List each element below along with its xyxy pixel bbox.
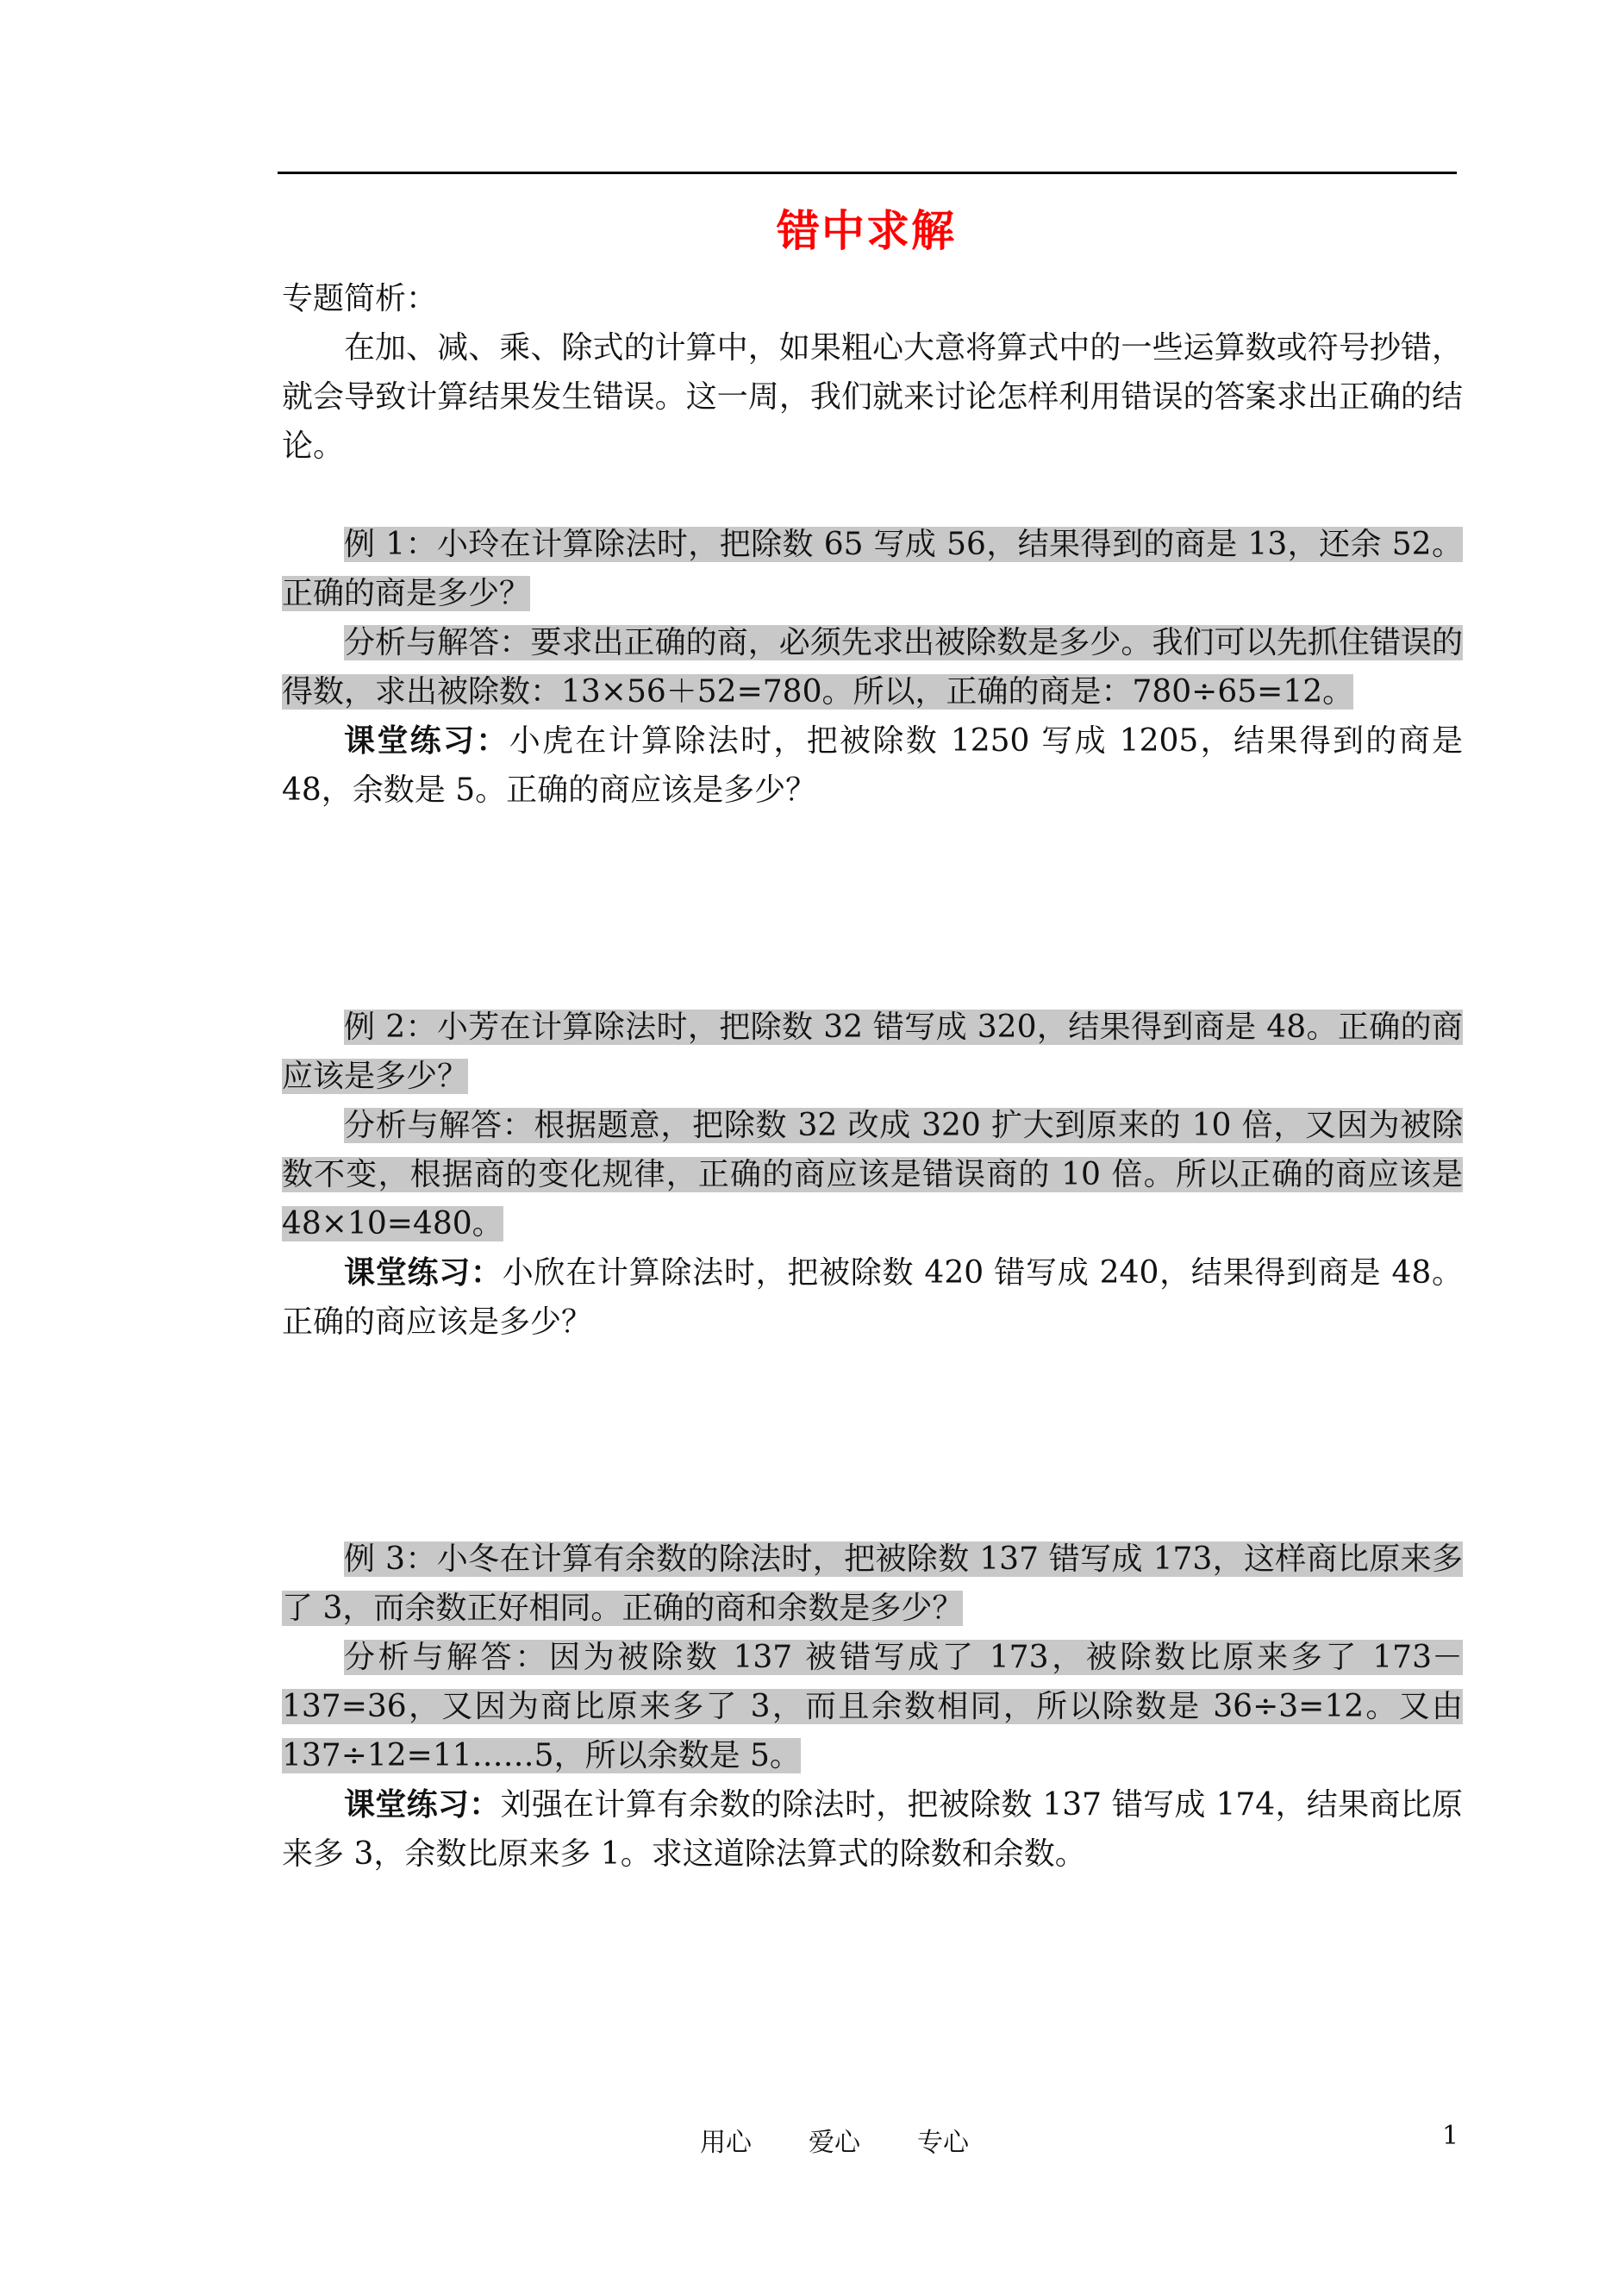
practice-label: 课堂练习： xyxy=(344,1254,503,1291)
page-footer xyxy=(0,2121,1624,2158)
example-1-practice-text: 小虎在计算除法时，把被除数 1250 写成 1205，结果得到的商是 48，余数是 5。正确的商应该是多少？ xyxy=(282,723,1463,808)
example-3-analysis-text: 分析与解答：因为被除数 137 被错写成了 173，被除数比原来多了 173－137=36，又因为商比原来多了 3，而且余数相同，所以除数是 36÷3=12。又由 137÷12=11……5，所以余数是 5。 xyxy=(282,1640,1463,1773)
example-3-practice-text: 刘强在计算有余数的除法时，把被除数 137 错写成 174，结果商比原来多 3，余数比原来多 1。求这道除法算式的除数和余数。 xyxy=(282,1787,1463,1872)
example-2-practice xyxy=(282,1248,1463,1347)
page-number: 1 xyxy=(1442,2121,1459,2151)
example-1-question-text: 例 1：小玲在计算除法时，把除数 65 写成 56，结果得到的商是 13，还余 52。正确的商是多少？ xyxy=(282,527,1463,611)
example-1-practice xyxy=(282,716,1463,815)
intro-paragraph: 在加、减、乘、除式的计算中，如果粗心大意将算式中的一些运算数或符号抄错，就会导致计算结果发生错误。这一周，我们就来讨论怎样利用错误的答案求出正确的结论。 xyxy=(282,330,1463,464)
example-3-question xyxy=(282,1535,1463,1633)
example-2-question-text: 例 2：小芳在计算除法时，把除数 32 错写成 320，结果得到商是 48。正确的商应该是多少？ xyxy=(282,1010,1463,1094)
example-1-analysis xyxy=(282,618,1463,716)
practice-label: 课堂练习： xyxy=(344,722,509,759)
footer-slogan-item: 用心 xyxy=(700,2128,752,2158)
example-2-analysis-text: 分析与解答：根据题意，把除数 32 改成 320 扩大到原来的 10 倍，又因为被除数不变，根据商的变化规律，正确的商应该是错误商的 10 倍。所以正确的商应该是 48×10=480。 xyxy=(282,1108,1463,1241)
intro-heading: 专题简析： xyxy=(282,281,438,316)
example-3-practice xyxy=(282,1780,1463,1879)
example-1-question xyxy=(282,520,1463,618)
example-2-question xyxy=(282,1003,1463,1101)
footer-slogan-item: 专心 xyxy=(917,2128,969,2158)
example-3-analysis xyxy=(282,1633,1463,1780)
document-body xyxy=(282,274,1463,1879)
document-title: 错中求解 xyxy=(777,205,956,256)
example-2-analysis xyxy=(282,1101,1463,1248)
practice-label: 课堂练习： xyxy=(344,1786,501,1823)
example-3-question-text: 例 3：小冬在计算有余数的除法时，把被除数 137 错写成 173，这样商比原来多了 3，而余数正好相同。正确的商和余数是多少？ xyxy=(282,1541,1463,1626)
example-2-practice-text: 小欣在计算除法时，把被除数 420 错写成 240，结果得到商是 48。正确的商应该是多少？ xyxy=(282,1255,1463,1340)
header-rule xyxy=(278,172,1457,174)
example-1-analysis-text: 分析与解答：要求出正确的商，必须先求出被除数是多少。我们可以先抓住错误的得数，求出被除数：13×56＋52=780。所以，正确的商是：780÷65=12。 xyxy=(282,625,1463,710)
footer-slogan-item: 爱心 xyxy=(809,2128,860,2158)
footer-slogan xyxy=(700,2121,1026,2159)
